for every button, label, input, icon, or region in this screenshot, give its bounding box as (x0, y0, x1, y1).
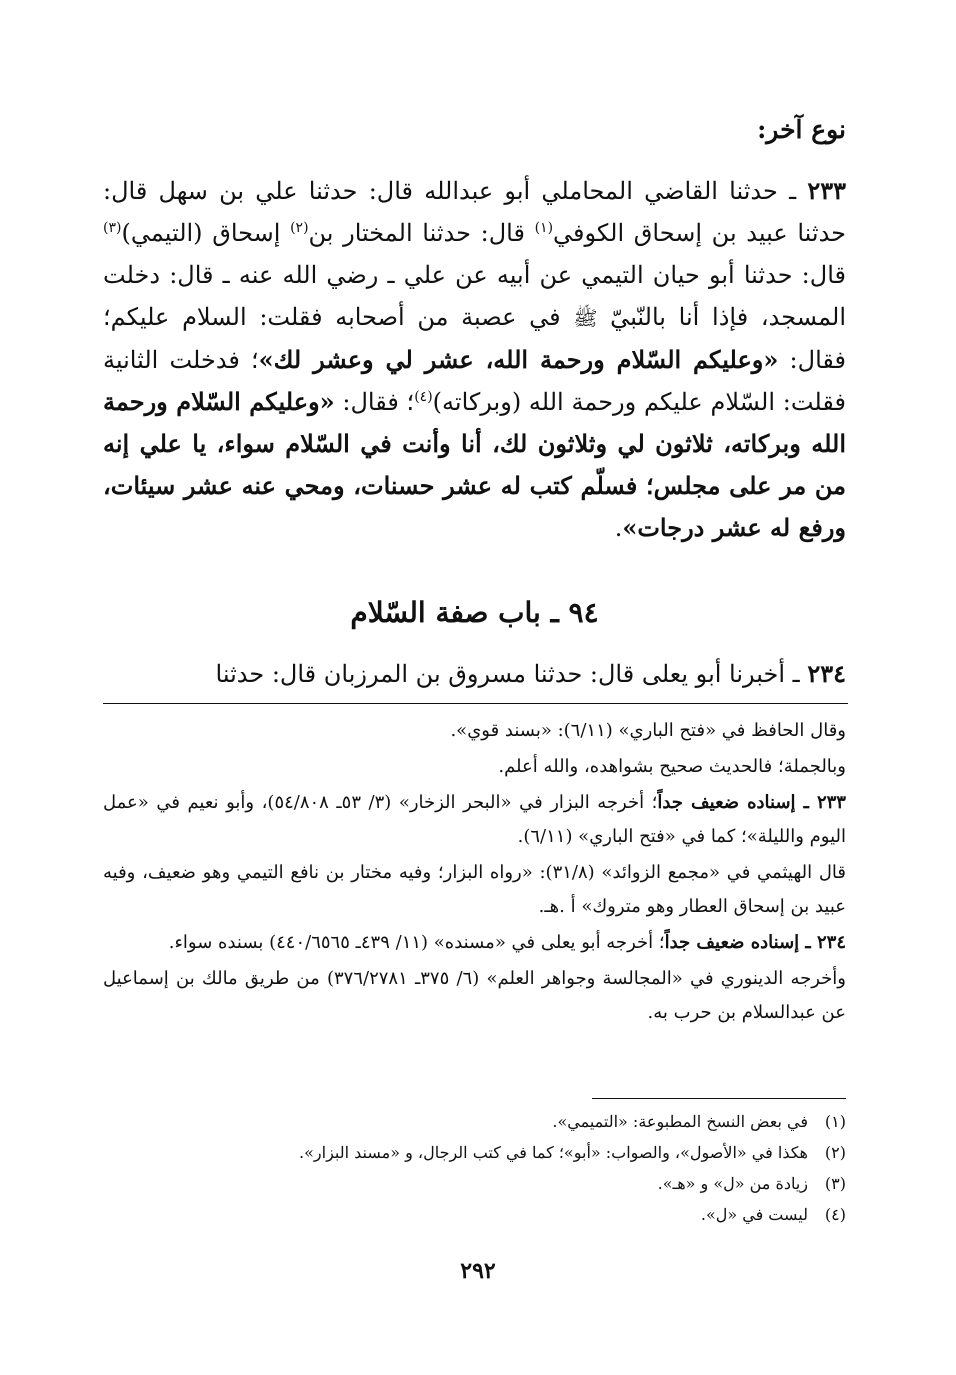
commentary-234-verdict: ـ إسناده ضعيف جداً (664, 932, 817, 953)
hadith-number-233: ٢٣٣ (807, 176, 846, 205)
chapter-title: ٩٤ ـ باب صفة السّلام (350, 596, 599, 629)
hadith-233-text-4: قال: حدثنا أبو حيان التيمي عن أبيه عن علي ـ رضي الله عنه ـ قال: دخلت المسجد، فإذا أنا بالنّبيّ (103, 261, 846, 331)
page-number: ٢٩٢ (460, 1258, 496, 1284)
commentary-233-text: ؛ أخرجه البزار في «البحر الزخار» (٣/ ٥٣ـ ٥٤/٨٠٨)، وأبو نعيم في «عمل اليوم والليلة»؛ كما في «فتح الباري» (٦/١١). (103, 792, 846, 847)
hadith-234-text: ـ أخبرنا أبو يعلى قال: حدثنا مسروق بن المرزبان قال: حدثنا (215, 660, 808, 688)
footnote-ref-1: (١) (534, 220, 554, 236)
footnote-ref-4: (٤) (414, 389, 433, 405)
section-intro: نوع آخر: (757, 115, 846, 144)
footnote-ref-2: (٢) (290, 220, 309, 236)
footnote-1 (103, 1106, 846, 1137)
hadith-234 (103, 653, 846, 695)
footnote-text-2: هكذا في «الأصول»، والصواب: «أبو»؛ كما في كتب الرجال، و «مسند البزار». (299, 1143, 808, 1162)
prophet-quote-1: «وعليكم السّلام ورحمة الله، عشر لي وعشر لك» (258, 345, 779, 374)
hadith-233-text-3: إسحاق (التيمي) (121, 219, 291, 247)
hadith-233-text-7: ؛ فقال: (334, 388, 415, 416)
footnotes-block (103, 1106, 846, 1230)
main-text-block (103, 108, 846, 695)
footnote-4 (103, 1199, 846, 1230)
hadith-233-text-5: في عصبة من أصحابه فقلت: السلام عليكم؛ فقال: (103, 303, 846, 374)
footnote-text-3: زيادة من «ل» و «هـ». (657, 1174, 808, 1193)
footnote-ref-3: (٣) (103, 220, 122, 236)
main-divider (103, 703, 848, 704)
commentary-233-verdict: ـ إسناده ضعيف جداً (657, 792, 817, 813)
footnote-3 (103, 1168, 846, 1199)
hadith-233-text-6: ؛ فدخلت الثانية فقلت: السّلام عليكم ورحمة الله (وبركاته) (103, 346, 846, 416)
commentary-line-2: وبالجملة؛ فالحديث صحيح بشواهده، والله أعلم. (498, 756, 846, 777)
hadith-233 (103, 170, 846, 549)
commentary-haythami: قال الهيثمي في «مجمع الزوائد» (٣١/٨): «رواه البزار؛ وفيه مختار بن نافع التيمي وهو ضعيف، وفيه عبيد بن إسحاق العطار وهو متروك» أ .هـ. (103, 862, 846, 917)
commentary-233 (103, 786, 846, 854)
commentary-line-1: وقال الحافظ في «فتح الباري» (٦/١١): «بسند قوي». (450, 720, 846, 741)
footnote-marker-4: (٤) (824, 1205, 846, 1224)
hadith-233-text-2: قال: حدثنا المختار بن (308, 219, 535, 247)
commentary-dinawari: وأخرجه الدينوري في «المجالسة وجواهر العلم» (٦/ ٣٧٥ـ ٣٧٦/٢٧٨١) من طريق مالك بن إسماعيل عن عبدالسلام بن حرب به. (103, 968, 846, 1023)
commentary-block (103, 714, 846, 1032)
footnotes-divider (592, 1098, 846, 1099)
footnote-marker-1: (١) (824, 1112, 846, 1131)
hadith-233-text-1: ـ حدثنا القاضي المحاملي أبو عبدالله قال: حدثنا علي بن سهل قال: حدثنا عبيد بن إسحاق الكوفي (103, 177, 847, 247)
footnote-text-4: ليست في «ل». (700, 1205, 808, 1224)
footnote-2 (103, 1137, 846, 1168)
hadith-233-text-8: . (614, 514, 623, 542)
prophet-quote-2: «وعليكم السّلام ورحمة الله وبركاته، ثلاثون لي وثلاثون لك، أنا وأنت في السّلام سواء، يا علي إنه من مر على مجلس؛ فسلّم كتب له عشر حسنات، ومحي عنه عشر سيئات، ورفع له عشر درجات» (103, 387, 846, 542)
commentary-number-234: ٢٣٤ (816, 932, 846, 953)
commentary-234-text: ؛ أخرجه أبو يعلى في «مسنده» (١١/ ٤٣٩ـ ٤٤٠/٦٥٦٥) بسنده سواء. (168, 932, 665, 953)
commentary-234 (103, 926, 846, 960)
footnote-text-1: في بعض النسخ المطبوعة: «التميمي». (552, 1112, 808, 1131)
footnote-marker-3: (٣) (824, 1174, 846, 1193)
footnote-marker-2: (٢) (824, 1143, 846, 1162)
commentary-number-233: ٢٣٣ (816, 792, 846, 813)
salawat-glyph: ﷺ (573, 306, 598, 330)
hadith-number-234: ٢٣٤ (807, 659, 846, 688)
